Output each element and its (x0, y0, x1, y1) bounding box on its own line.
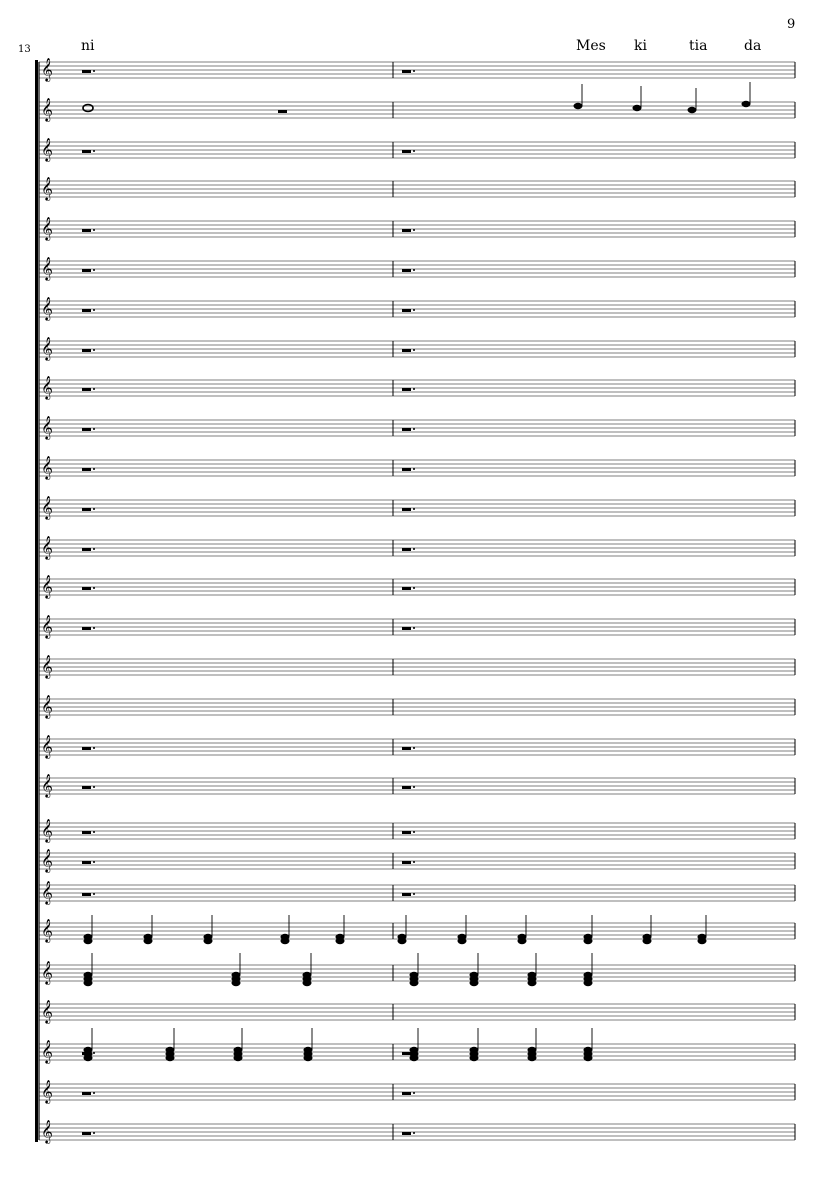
rest-dot (413, 468, 415, 470)
treble-clef-icon: 𝄞 (41, 880, 53, 904)
rest-dot (93, 269, 95, 271)
dotted-whole-rest (402, 893, 411, 896)
measure-number: 13 (18, 44, 31, 55)
rest-dot (93, 747, 95, 749)
chord-note (410, 980, 419, 986)
treble-clef-icon: 𝄞 (41, 848, 53, 872)
rest-dot (93, 1092, 95, 1094)
dotted-whole-rest (402, 508, 411, 511)
dotted-whole-rest (82, 388, 91, 391)
dotted-whole-rest (82, 70, 91, 73)
chord-note (204, 938, 213, 944)
lyric-syllable: tia (689, 38, 708, 54)
quarter-note (742, 101, 751, 107)
dotted-whole-rest (402, 861, 411, 864)
chord-note (336, 938, 345, 944)
rest-dot (413, 587, 415, 589)
rest-dot (413, 229, 415, 231)
dotted-whole-rest (82, 786, 91, 789)
lyric-syllable: ni (81, 38, 95, 54)
dotted-whole-rest (402, 831, 411, 834)
dotted-whole-rest (82, 1092, 91, 1095)
rest-dot (413, 349, 415, 351)
treble-clef-icon: 𝄞 (41, 256, 53, 280)
rest-dot (413, 548, 415, 550)
rest-dot (93, 627, 95, 629)
rest-dot (93, 150, 95, 152)
dotted-whole-rest (82, 627, 91, 630)
rest-dot (93, 508, 95, 510)
rest-dot (413, 428, 415, 430)
chord-note (643, 938, 652, 944)
chord-note (232, 980, 241, 986)
quarter-note (574, 103, 583, 109)
rest-dot (93, 786, 95, 788)
rest-dot (413, 747, 415, 749)
rest-dot (93, 1052, 95, 1054)
dotted-whole-rest (82, 309, 91, 312)
chord-note (410, 1055, 419, 1061)
rest-dot (413, 1132, 415, 1134)
treble-clef-icon: 𝄞 (41, 918, 53, 942)
page-number: 9 (787, 17, 796, 32)
half-rest (278, 110, 287, 113)
rest-dot (413, 893, 415, 895)
chord-note (84, 1055, 93, 1061)
dotted-whole-rest (402, 229, 411, 232)
treble-clef-icon: 𝄞 (41, 415, 53, 439)
chord-note (518, 938, 527, 944)
rest-dot (93, 349, 95, 351)
chord-note (528, 980, 537, 986)
rest-dot (413, 70, 415, 72)
rest-dot (93, 831, 95, 833)
dotted-whole-rest (82, 229, 91, 232)
treble-clef-icon: 𝄞 (41, 1039, 53, 1063)
rest-dot (413, 1092, 415, 1094)
dotted-whole-rest (402, 349, 411, 352)
chord-note (398, 938, 407, 944)
dotted-whole-rest (82, 349, 91, 352)
rest-dot (93, 70, 95, 72)
chord-note (584, 938, 593, 944)
treble-clef-icon: 𝄞 (41, 773, 53, 797)
treble-clef-icon: 𝄞 (41, 960, 53, 984)
chord-note (303, 980, 312, 986)
dotted-whole-rest (402, 269, 411, 272)
dotted-whole-rest (402, 747, 411, 750)
dotted-whole-rest (402, 150, 411, 153)
rest-dot (93, 388, 95, 390)
dotted-whole-rest (82, 587, 91, 590)
treble-clef-icon: 𝄞 (41, 216, 53, 240)
lyric-syllable: da (744, 38, 762, 54)
system-bracket (35, 60, 38, 1142)
dotted-whole-rest (82, 428, 91, 431)
dotted-whole-rest (402, 1092, 411, 1095)
chord-note (144, 938, 153, 944)
rest-dot (93, 587, 95, 589)
dotted-whole-rest (82, 747, 91, 750)
chord-note (584, 980, 593, 986)
rest-dot (93, 229, 95, 231)
lyric-syllable: Mes (576, 38, 606, 54)
rest-dot (413, 309, 415, 311)
treble-clef-icon: 𝄞 (41, 1119, 53, 1143)
chord-note (470, 1055, 479, 1061)
rest-dot (93, 1132, 95, 1134)
chord-note (234, 1055, 243, 1061)
treble-clef-icon: 𝄞 (41, 734, 53, 758)
rest-dot (413, 269, 415, 271)
dotted-whole-rest (402, 627, 411, 630)
dotted-whole-rest (82, 893, 91, 896)
treble-clef-icon: 𝄞 (41, 818, 53, 842)
chord-note (166, 1055, 175, 1061)
dotted-whole-rest (402, 786, 411, 789)
treble-clef-icon: 𝄞 (41, 614, 53, 638)
treble-clef-icon: 𝄞 (41, 574, 53, 598)
dotted-whole-rest (82, 269, 91, 272)
quarter-note (633, 105, 642, 111)
dotted-whole-rest (402, 70, 411, 73)
treble-clef-icon: 𝄞 (41, 495, 53, 519)
rest-dot (413, 786, 415, 788)
treble-clef-icon: 𝄞 (41, 336, 53, 360)
rest-dot (413, 508, 415, 510)
rest-dot (413, 831, 415, 833)
dotted-whole-rest (402, 388, 411, 391)
treble-clef-icon: 𝄞 (41, 57, 53, 81)
chord-note (84, 938, 93, 944)
dotted-whole-rest (402, 1132, 411, 1135)
treble-clef-icon: 𝄞 (41, 455, 53, 479)
rest-dot (93, 548, 95, 550)
treble-clef-icon: 𝄞 (41, 654, 53, 678)
rest-dot (93, 428, 95, 430)
chord-note (458, 938, 467, 944)
treble-clef-icon: 𝄞 (41, 999, 53, 1023)
lyric-syllable: ki (634, 38, 647, 54)
dotted-whole-rest (402, 587, 411, 590)
dotted-whole-rest (402, 309, 411, 312)
dotted-whole-rest (82, 548, 91, 551)
rest-dot (413, 150, 415, 152)
chord-note (281, 938, 290, 944)
treble-clef-icon: 𝄞 (41, 535, 53, 559)
chord-note (584, 1055, 593, 1061)
rest-dot (93, 468, 95, 470)
treble-clef-icon: 𝄞 (41, 97, 53, 121)
dotted-whole-rest (402, 428, 411, 431)
chord-note (84, 980, 93, 986)
rest-dot (413, 627, 415, 629)
chord-note (304, 1055, 313, 1061)
rest-dot (93, 893, 95, 895)
dotted-whole-rest (402, 468, 411, 471)
treble-clef-icon: 𝄞 (41, 176, 53, 200)
chord-note (528, 1055, 537, 1061)
rest-dot (413, 388, 415, 390)
chord-note (698, 938, 707, 944)
dotted-whole-rest (82, 1132, 91, 1135)
rest-dot (93, 861, 95, 863)
dotted-whole-rest (82, 831, 91, 834)
dotted-whole-rest (402, 548, 411, 551)
treble-clef-icon: 𝄞 (41, 375, 53, 399)
rest-dot (413, 861, 415, 863)
treble-clef-icon: 𝄞 (41, 137, 53, 161)
treble-clef-icon: 𝄞 (41, 694, 53, 718)
dotted-whole-rest (82, 508, 91, 511)
rest-dot (93, 309, 95, 311)
quarter-note (688, 107, 697, 113)
treble-clef-icon: 𝄞 (41, 296, 53, 320)
treble-clef-icon: 𝄞 (41, 1079, 53, 1103)
dotted-whole-rest (82, 150, 91, 153)
chord-note (470, 980, 479, 986)
whole-note (83, 105, 93, 112)
dotted-whole-rest (82, 861, 91, 864)
dotted-whole-rest (82, 468, 91, 471)
